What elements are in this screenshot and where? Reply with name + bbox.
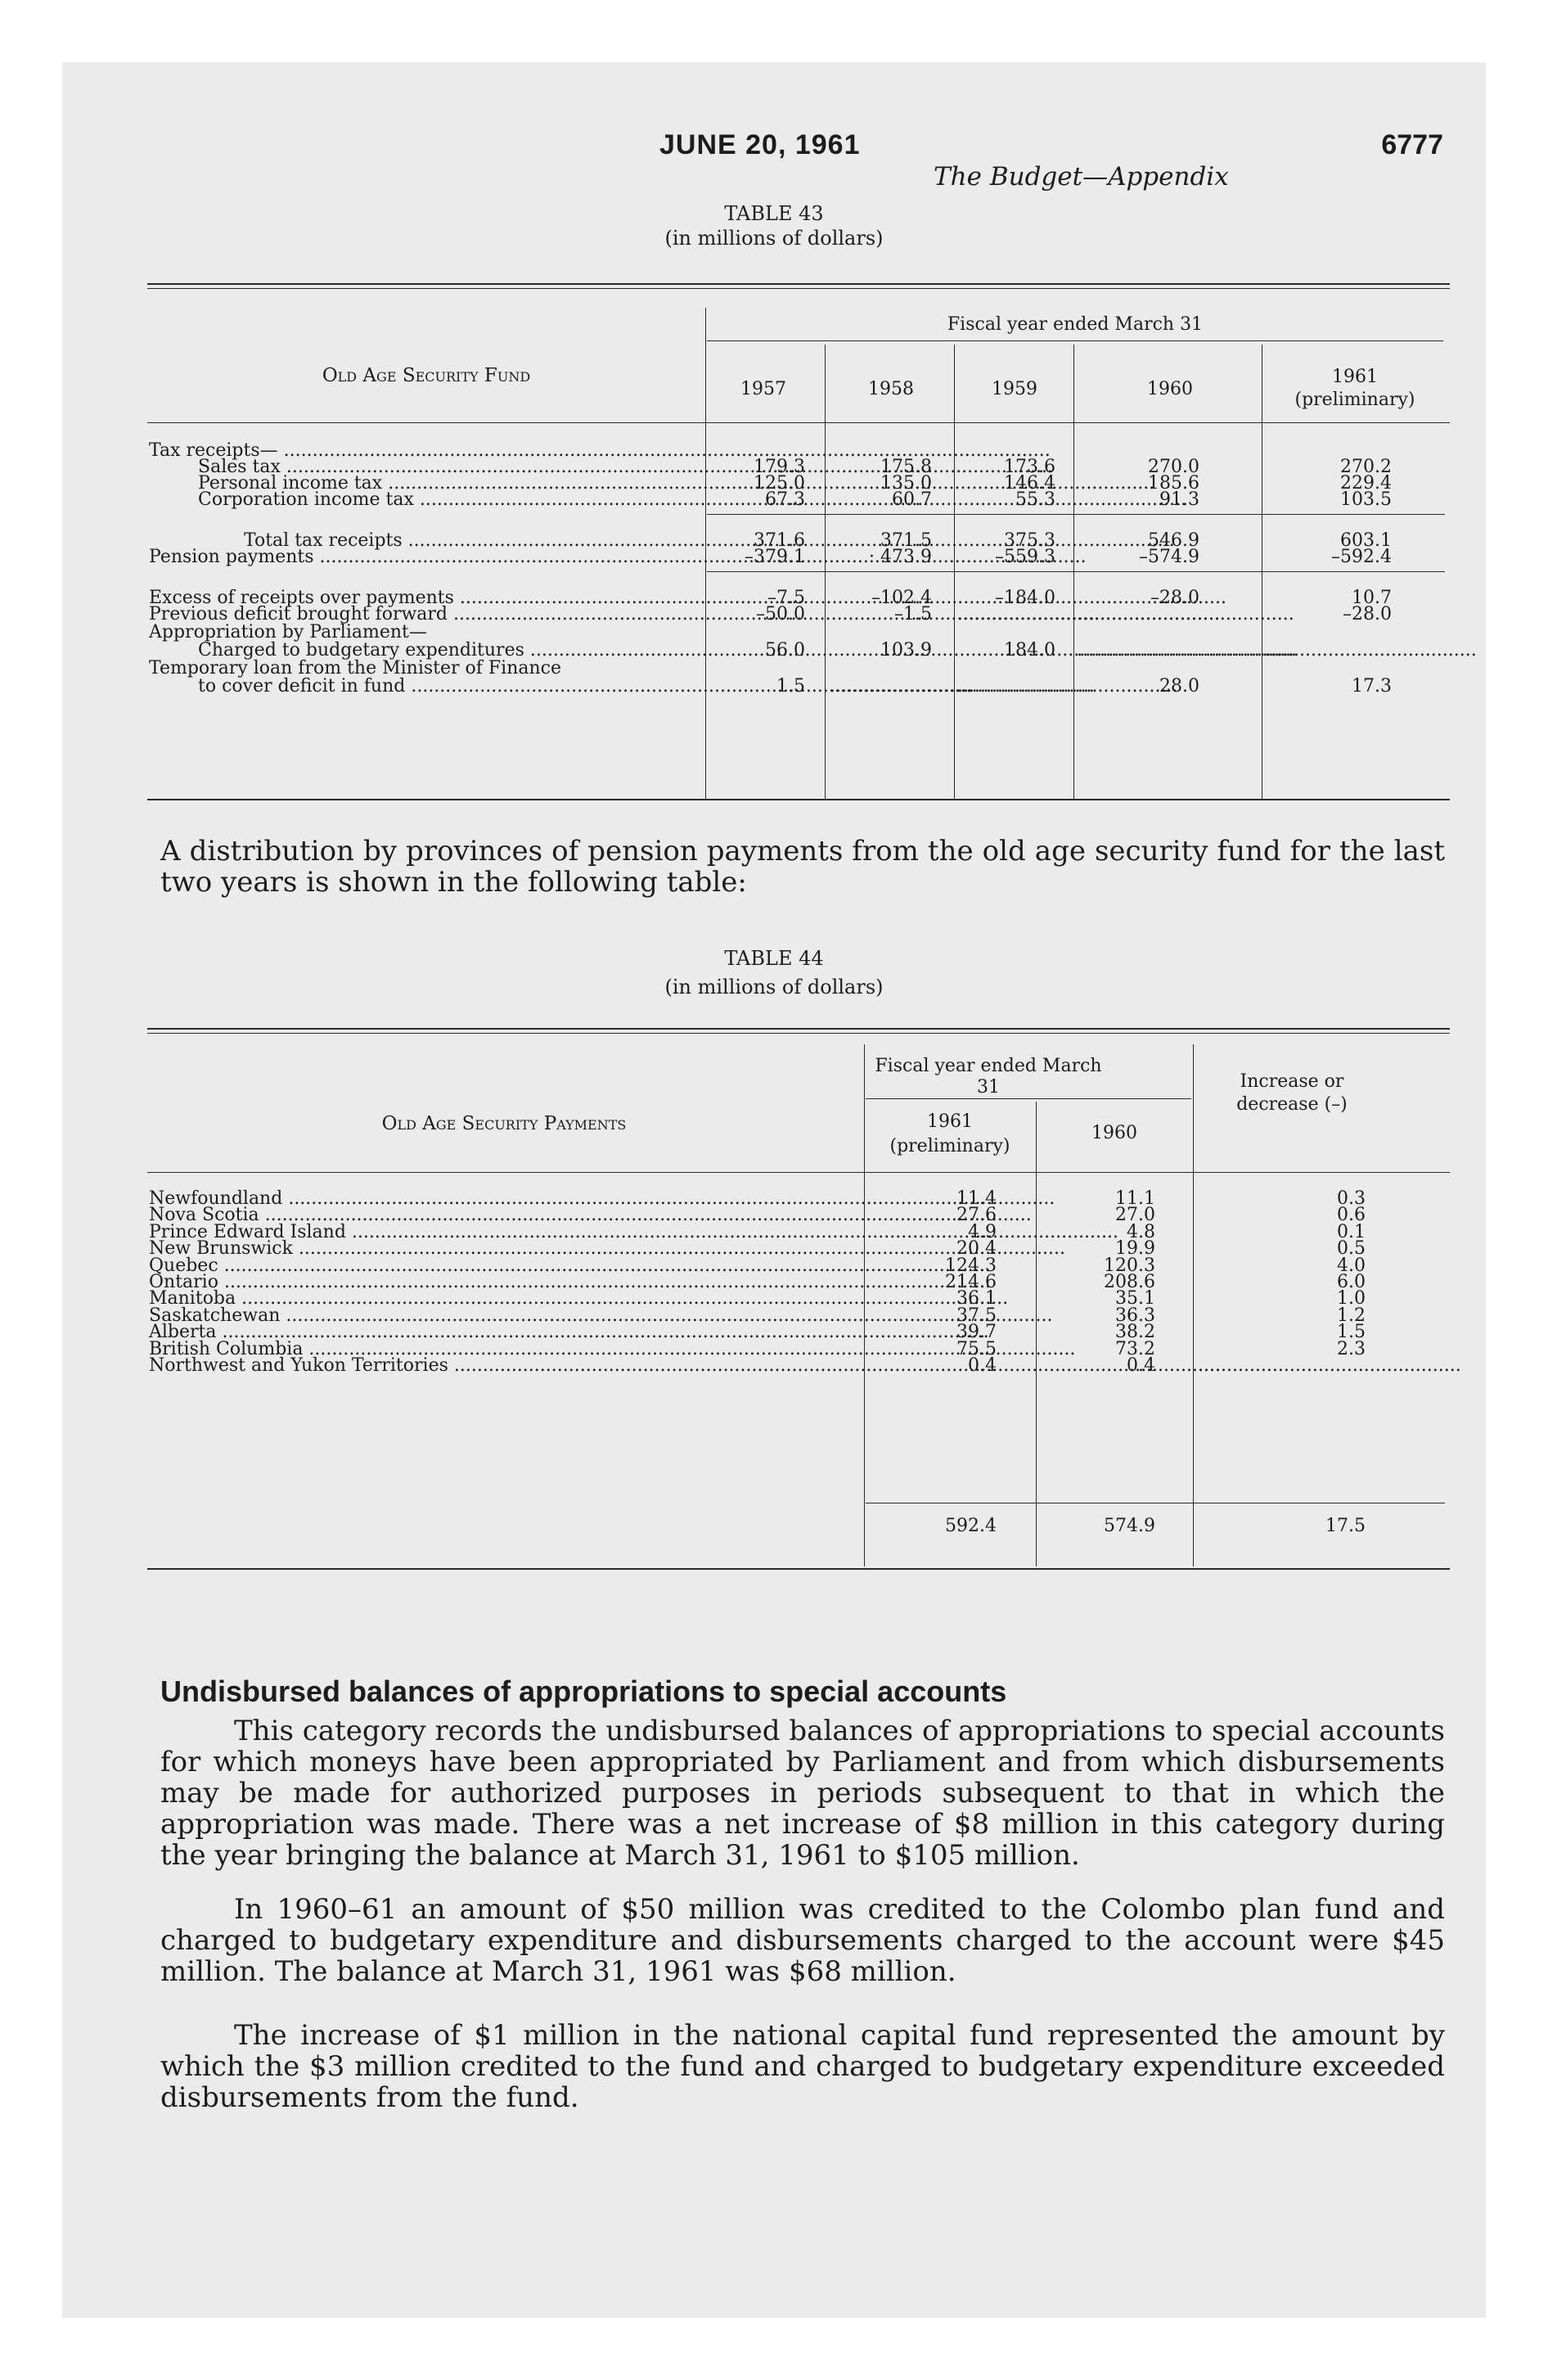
table-43-cell: 1.5 [776, 676, 805, 696]
table-43-row-label: Corporation income tax ..... [198, 489, 697, 511]
table-43-row-label: Temporary loan from the Minister of Finance [149, 658, 561, 678]
table-43-cell: 10.7 [1352, 588, 1392, 608]
table-43-dot-leader: ..................................... [1265, 640, 1477, 660]
table-43-unit: (in millions of dollars) [664, 227, 884, 250]
table-44-cell: 37.5 [956, 1305, 997, 1326]
table-43-cell: –1.5 [894, 604, 932, 624]
table-43-cell: 371.5 [880, 530, 932, 551]
table-43-cell: 28.0 [1159, 676, 1199, 696]
table-43-title: TABLE 43 [724, 202, 824, 225]
table-43-col-1958: 1958 [868, 379, 914, 399]
table-44-cell: 0.5 [1337, 1238, 1366, 1259]
table-43-cell: 270.2 [1340, 457, 1392, 477]
table-43-cell: 135.0 [880, 473, 932, 494]
table-44-header-rule [147, 1172, 1450, 1173]
table-44-cell: 75.5 [956, 1339, 997, 1359]
table-44-row-label: Alberta ..... [149, 1322, 859, 1343]
table-44-cell: 120.3 [1104, 1255, 1155, 1276]
table-44-cell: 1.5 [1337, 1322, 1366, 1342]
table-43-dot-leader: ...................................... [1077, 604, 1294, 624]
table-44-divider [1193, 1044, 1194, 1566]
table-44-cell: 124.3 [945, 1255, 997, 1276]
table-44-cell: 0.3 [1337, 1188, 1366, 1209]
table-43-cell: 375.3 [1004, 530, 1055, 551]
table-43-cell: 175.8 [880, 457, 932, 477]
section-title: Undisbursed balances of appropriations to special accounts [160, 1675, 1007, 1708]
table-44-row-label: Saskatchewan ..... [149, 1305, 859, 1327]
table-43-row-label: Pension payments ..... [149, 547, 697, 568]
header-date: JUNE 20, 1961 [659, 129, 861, 160]
table-43-dot-leader: ...................................... [1077, 640, 1294, 660]
table-43-bottom-rule [147, 799, 1450, 800]
table-44-cell: 0.6 [1337, 1205, 1366, 1225]
table-43-cell: 603.1 [1340, 530, 1392, 551]
table-43-cell: 56.0 [765, 640, 805, 660]
table-43-cell: –50.0 [756, 604, 805, 624]
table-43-cell: 184.0 [1004, 640, 1055, 660]
table-44-row-label: New Brunswick ..... [149, 1238, 859, 1260]
table-44-cell: 27.6 [956, 1205, 997, 1225]
table-44-col-1961: 1961 [927, 1111, 973, 1132]
table-44-cell: 6.0 [1337, 1272, 1366, 1292]
table-43-group-rule [707, 340, 1443, 341]
table-43-cell: 546.9 [1148, 530, 1199, 551]
table-44-cell: 36.3 [1115, 1305, 1155, 1326]
table-43-cell: 55.3 [1015, 489, 1055, 510]
table-43-row-label: Excess of receipts over payments ..... [149, 588, 697, 609]
table-43-header-rule [147, 422, 1450, 423]
table-44-group-header: Fiscal year ended March 31 [875, 1056, 1102, 1098]
table-43-cell: –559.3 [995, 547, 1055, 567]
table-44-bottom-rule [147, 1568, 1450, 1570]
table-43-col-1960: 1960 [1147, 379, 1193, 399]
table-43-dot-leader: ......................... [830, 676, 973, 696]
table-43-cell: 270.0 [1148, 457, 1199, 477]
table-43-cell: 103.9 [880, 640, 932, 660]
table-43-cell: –574.9 [1139, 547, 1199, 567]
table-44-group-rule [866, 1098, 1191, 1099]
table-44-cell: 35.1 [1115, 1288, 1155, 1309]
table-43-cell: 17.3 [1352, 676, 1392, 696]
table-43-stub-header: Old Age Security Fund [322, 365, 531, 386]
document-page [62, 62, 1486, 2318]
table-43-dot-leader: ........................ [957, 676, 1095, 696]
page-header [62, 129, 1486, 192]
table-43-cell: 67.3 [765, 489, 805, 510]
table-44-cell: 36.1 [956, 1288, 997, 1309]
table-44-cell: 73.2 [1115, 1339, 1155, 1359]
table-44-divider [1036, 1102, 1037, 1566]
table-43-row-label: Appropriation by Parliament— [149, 622, 427, 642]
table-43-subtotal-rule [707, 514, 1445, 515]
table-44-row-label: Manitoba ..... [149, 1288, 859, 1309]
table-44-row-label: Quebec ..... [149, 1255, 859, 1277]
table-43-cell: –28.0 [1343, 604, 1392, 624]
table-44-cell: 38.2 [1115, 1322, 1155, 1342]
table-44-col-preliminary: (preliminary) [889, 1136, 1010, 1156]
section-paragraph: The increase of $1 million in the national capital fund represented the amount by which the $3 million credited to the fund and charged to budgetary expenditure exceeded disbursements from the fund. [160, 2019, 1445, 2114]
table-43-cell: 60.7 [892, 489, 932, 510]
table-43-top-rule-inner [147, 288, 1450, 289]
table-44-dot-leader: .............................................. [1198, 1355, 1461, 1376]
table-43-cell: –184.0 [995, 588, 1055, 608]
table-44-total-cell: 17.5 [1325, 1516, 1366, 1536]
table-43-cell: –102.4 [871, 588, 932, 608]
table-43-cell: 179.3 [754, 457, 805, 477]
table-44-row-label: British Columbia ..... [149, 1339, 859, 1360]
table-44-stub-header: Old Age Security Payments [381, 1113, 627, 1134]
table-43-cell: 229.4 [1340, 473, 1392, 494]
table-44-cell: 20.4 [956, 1238, 997, 1259]
table-44-cell: 4.0 [1337, 1255, 1366, 1276]
table-43-col-preliminary: (preliminary) [1294, 390, 1415, 410]
table-43-col-1961: 1961 [1332, 367, 1378, 387]
table-43-row-label: Sales tax ..... [198, 457, 697, 478]
table-43-cell: 146.4 [1004, 473, 1055, 494]
table-44-title: TABLE 44 [724, 947, 824, 970]
section-paragraph: This category records the undisbursed balances of appropriations to special accounts for which moneys have been appropriated by Parliament and from which disbursements may be made for authorized purposes in periods subsequent to that in which the appropriation was made. There was a net increase of $8 million in this category during the year bringing the balance at March 31, 1961 to $105 million. [160, 1715, 1445, 1872]
table-43-row-label: Charged to budgetary expenditures ..... [198, 640, 697, 661]
table-43-cell: 125.0 [754, 473, 805, 494]
table-43-col-1957: 1957 [740, 379, 786, 399]
table-43-cell: 173.6 [1004, 457, 1055, 477]
table-44-row-label: Nova Scotia ..... [149, 1205, 859, 1226]
table-44-row-label: Newfoundland ..... [149, 1188, 859, 1210]
table-44-cell: 4.8 [1127, 1222, 1155, 1242]
table-44-col-1960: 1960 [1091, 1123, 1137, 1143]
table-43-row-label: Total tax receipts ..... [244, 530, 697, 552]
table-44-row-label: Prince Edward Island ..... [149, 1222, 859, 1243]
header-subtitle: The Budget—Appendix [934, 162, 1229, 192]
table-43-row-label: to cover deficit in fund ..... [198, 676, 697, 697]
table-43-row-label: Personal income tax ..... [198, 473, 697, 494]
table-43-cell: –379.1 [745, 547, 805, 567]
table-44-cell: 4.9 [968, 1222, 997, 1242]
table-43-cell: 103.5 [1340, 489, 1392, 510]
table-43-subtotal-rule [707, 571, 1445, 572]
table-44-row-label: Ontario ..... [149, 1272, 859, 1293]
table-43-cell: –28.0 [1150, 588, 1199, 608]
table-44-cell: 1.2 [1337, 1305, 1366, 1326]
table-44-unit: (in millions of dollars) [664, 976, 884, 998]
table-43-cell: 371.6 [754, 530, 805, 551]
table-43-dot-leader: ........................ [957, 604, 1095, 624]
table-43-cell: –7.5 [767, 588, 805, 608]
table-43-row-label: Tax receipts— ..... [149, 440, 697, 462]
table-43-cell: 185.6 [1148, 473, 1199, 494]
table-43-group-header: Fiscal year ended March 31 [947, 314, 1204, 335]
table-44-cell: 19.9 [1115, 1238, 1155, 1259]
table-44-cell: 39.7 [956, 1322, 997, 1342]
table-44-cell: 27.0 [1115, 1205, 1155, 1225]
table-43-col-1959: 1959 [992, 379, 1037, 399]
table-43-cell: –592.4 [1331, 547, 1392, 567]
table-43-top-rule [147, 283, 1450, 285]
table-43-row-label: Previous deficit brought forward ..... [149, 604, 697, 625]
table-44-cell: 208.6 [1104, 1272, 1155, 1292]
table-43-cell: · 473.9 [869, 547, 932, 567]
table-44-cell: 1.0 [1337, 1288, 1366, 1309]
table-44-col-change: Increase or decrease (–) [1236, 1071, 1348, 1115]
intro-paragraph: A distribution by provinces of pension payments from the old age security fund for the last two years is shown in the following table: [160, 835, 1445, 899]
page-number: 6777 [1381, 129, 1443, 160]
table-44-cell: 0.4 [1127, 1355, 1155, 1376]
table-44-cell: 0.1 [1337, 1222, 1366, 1242]
table-43-cell: 91.3 [1159, 489, 1199, 510]
table-44-total-cell: 574.9 [1104, 1516, 1155, 1536]
table-44-cell: 11.1 [1115, 1188, 1155, 1209]
section-paragraph: In 1960–61 an amount of $50 million was credited to the Colombo plan fund and charged to budgetary expenditure and disbursements charged to the account were $45 million. The balance at March 31, 1961 was $68 million. [160, 1893, 1445, 1988]
table-44-top-rule [147, 1028, 1450, 1030]
table-44-cell: 11.4 [956, 1188, 997, 1209]
table-44-top-rule-inner [147, 1033, 1450, 1034]
table-44-total-cell: 592.4 [945, 1516, 997, 1536]
table-44-row-label: Northwest and Yukon Territories ..... [149, 1355, 859, 1377]
table-44-cell: 0.4 [968, 1355, 997, 1376]
table-44-cell: 2.3 [1337, 1339, 1366, 1359]
table-44-cell: 214.6 [945, 1272, 997, 1292]
